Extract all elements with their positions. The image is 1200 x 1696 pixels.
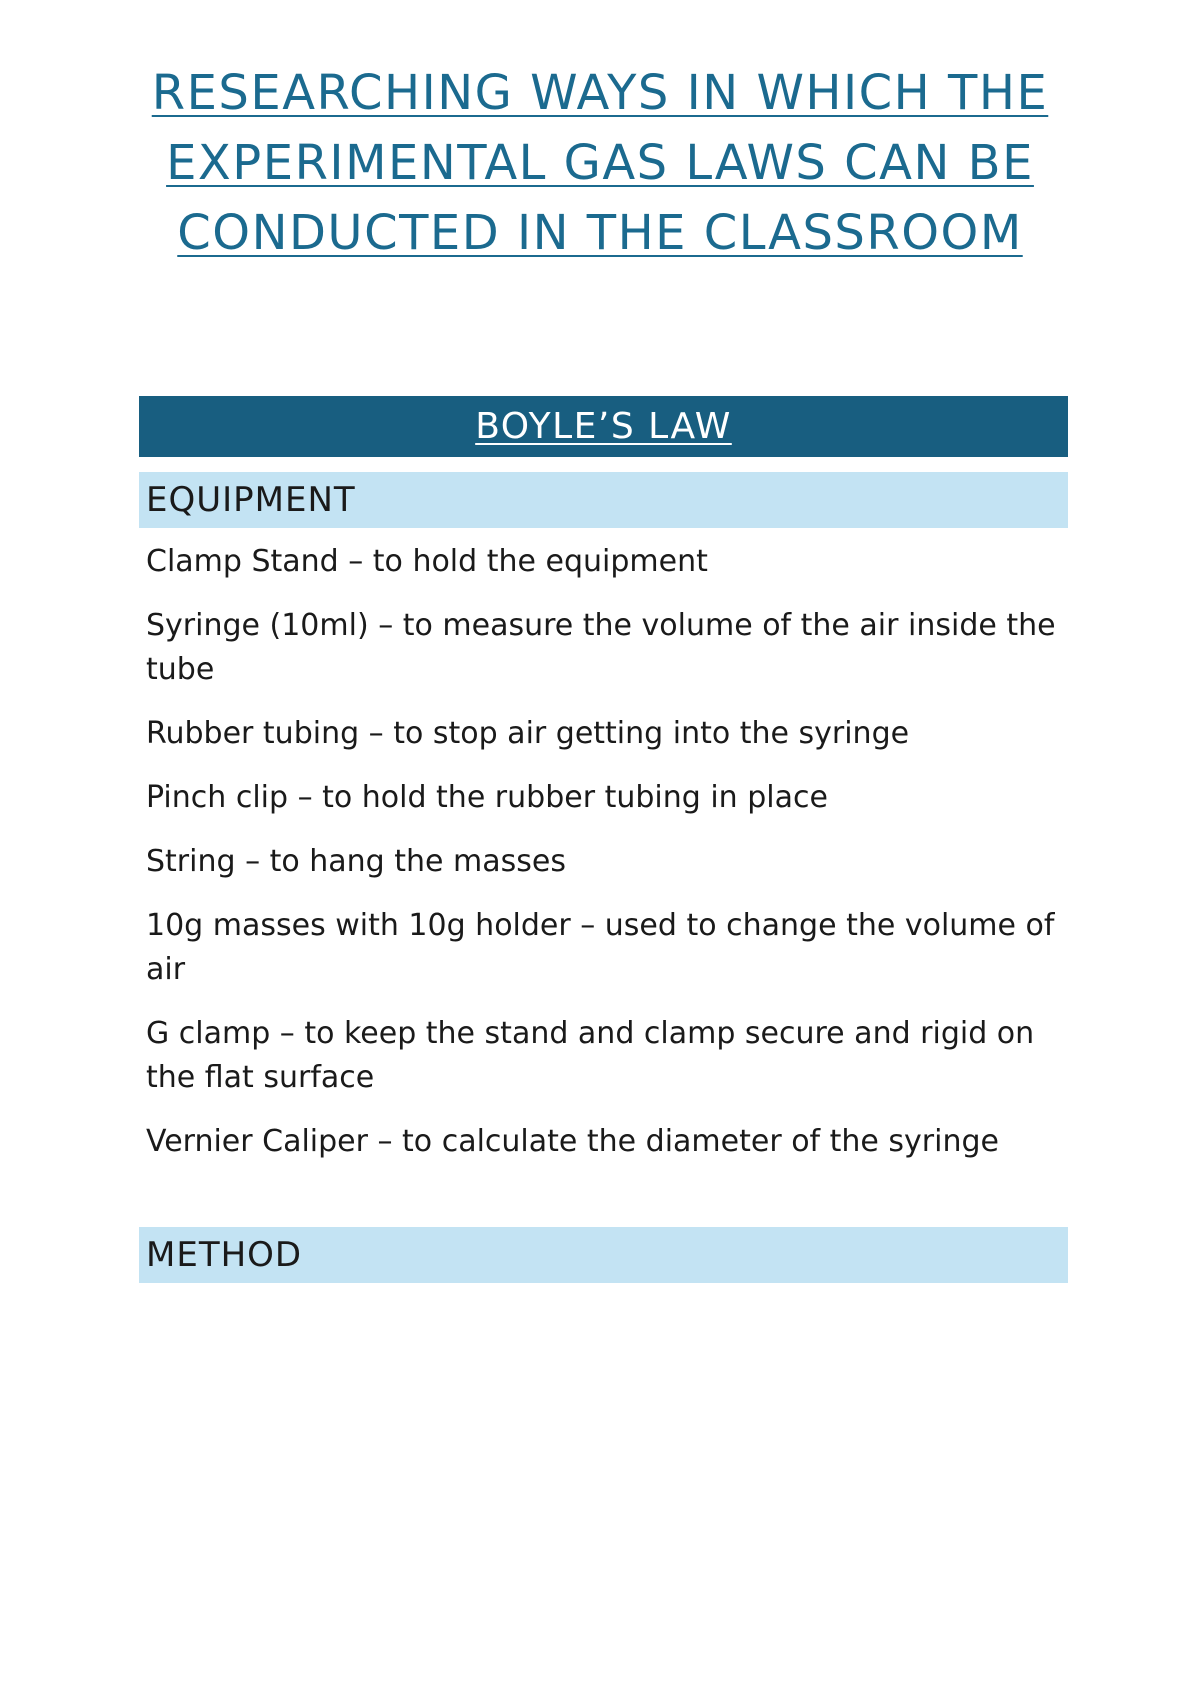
list-item: 10g masses with 10g holder – used to change the volume of air: [146, 908, 1055, 987]
list-item: Clamp Stand – to hold the equipment: [146, 544, 708, 579]
equipment-heading: EQUIPMENT: [139, 472, 1068, 528]
section-heading-boyles-law: BOYLE’S LAW: [139, 396, 1068, 457]
method-heading: METHOD: [139, 1227, 1068, 1283]
list-item: Pinch clip – to hold the rubber tubing in place: [146, 780, 828, 815]
list-item: Rubber tubing – to stop air getting into the syringe: [146, 716, 910, 751]
list-item: String – to hang the masses: [146, 844, 566, 879]
equipment-list: [146, 540, 1066, 1184]
list-item: G clamp – to keep the stand and clamp secure and rigid on the flat surface: [146, 1016, 1035, 1095]
list-item: Vernier Caliper – to calculate the diameter of the syringe: [146, 1124, 999, 1159]
page-title: RESEARCHING WAYS IN WHICH THE EXPERIMENTAL GAS LAWS CAN BE CONDUCTED IN THE CLASSROOM: [151, 65, 1049, 261]
list-item: Syringe (10ml) – to measure the volume of the air inside the tube: [146, 608, 1056, 687]
